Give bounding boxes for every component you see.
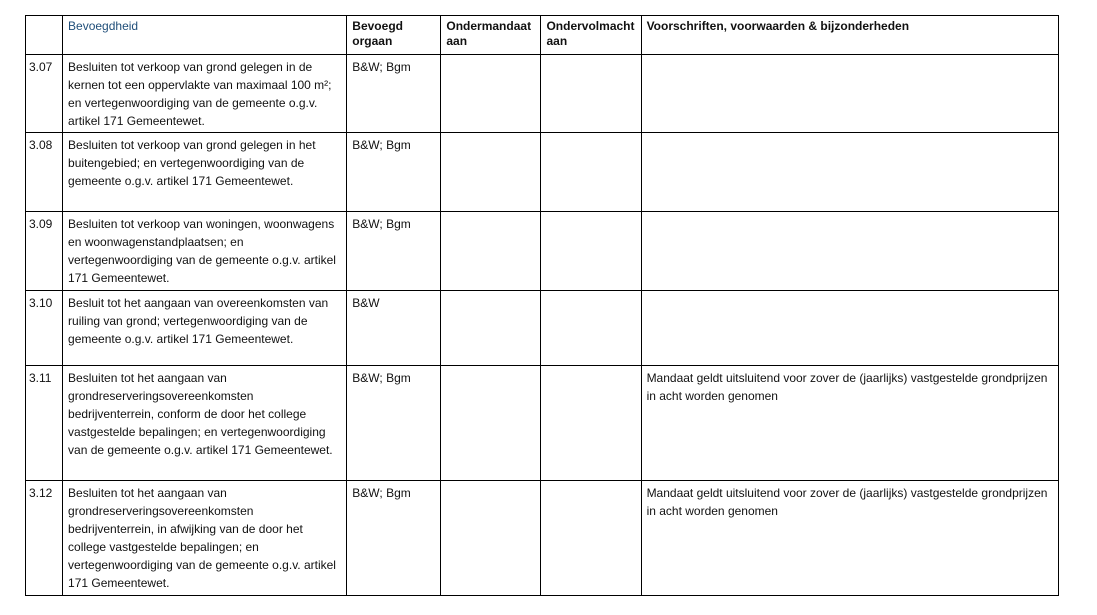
ondermandaat-cell bbox=[441, 366, 541, 481]
ondervolmacht-cell bbox=[541, 133, 641, 212]
table-row bbox=[26, 212, 1059, 291]
orgaan-cell: B&W; Bgm bbox=[347, 212, 441, 291]
header-voorschriften: Voorschriften, voorwaarden & bijzonderheden bbox=[641, 16, 1058, 55]
mandate-table bbox=[25, 15, 1059, 596]
ondermandaat-cell bbox=[441, 55, 541, 133]
ondervolmacht-cell bbox=[541, 481, 641, 596]
table-header-row bbox=[26, 16, 1059, 55]
header-bevoegd-orgaan: Bevoegd orgaan bbox=[347, 16, 441, 55]
voorschriften-cell: Mandaat geldt uitsluitend voor zover de (jaarlijks) vastgestelde grondprijzen in acht worden genomen bbox=[641, 366, 1058, 481]
ondervolmacht-cell bbox=[541, 366, 641, 481]
table-row bbox=[26, 55, 1059, 133]
header-ondermandaat: Ondermandaat aan bbox=[441, 16, 541, 55]
row-number: 3.10 bbox=[26, 291, 63, 366]
header-ondervolmacht: Ondervolmacht aan bbox=[541, 16, 641, 55]
mandate-document bbox=[25, 15, 1059, 596]
row-number: 3.11 bbox=[26, 366, 63, 481]
bevoegdheid-cell: Besluit tot het aangaan van overeenkomsten van ruiling van grond; vertegenwoordiging van de gemeente o.g.v. artikel 171 Gemeentewet. bbox=[63, 291, 347, 366]
ondermandaat-cell bbox=[441, 133, 541, 212]
header-bevoegdheid: Bevoegdheid bbox=[63, 16, 347, 55]
row-number: 3.07 bbox=[26, 55, 63, 133]
ondervolmacht-cell bbox=[541, 212, 641, 291]
table-row bbox=[26, 366, 1059, 481]
voorschriften-cell bbox=[641, 212, 1058, 291]
table-row bbox=[26, 291, 1059, 366]
voorschriften-cell bbox=[641, 133, 1058, 212]
ondervolmacht-cell bbox=[541, 55, 641, 133]
voorschriften-cell bbox=[641, 55, 1058, 133]
table-row bbox=[26, 481, 1059, 596]
bevoegdheid-cell: Besluiten tot verkoop van woningen, woonwagens en woonwagenstandplaatsen; en vertegenwoordiging van de gemeente o.g.v. artikel 171 Gemeentewet. bbox=[63, 212, 347, 291]
orgaan-cell: B&W; Bgm bbox=[347, 481, 441, 596]
ondervolmacht-cell bbox=[541, 291, 641, 366]
orgaan-cell: B&W; Bgm bbox=[347, 366, 441, 481]
bevoegdheid-cell: Besluiten tot verkoop van grond gelegen in de kernen tot een oppervlakte van maximaal 100 m²; en vertegenwoordiging van de gemeente o.g.v. artikel 171 Gemeentewet. bbox=[63, 55, 347, 133]
row-number: 3.08 bbox=[26, 133, 63, 212]
ondermandaat-cell bbox=[441, 291, 541, 366]
voorschriften-cell bbox=[641, 291, 1058, 366]
voorschriften-cell: Mandaat geldt uitsluitend voor zover de (jaarlijks) vastgestelde grondprijzen in acht worden genomen bbox=[641, 481, 1058, 596]
orgaan-cell: B&W bbox=[347, 291, 441, 366]
bevoegdheid-cell: Besluiten tot het aangaan van grondreserveringsovereenkomsten bedrijventerrein, conform de door het college vastgestelde bepalingen; en vertegenwoordiging van de gemeente o.g.v. artikel 171 Gemeentewet. bbox=[63, 366, 347, 481]
bevoegdheid-cell: Besluiten tot het aangaan van grondreserveringsovereenkomsten bedrijventerrein, in afwijking van de door het college vastgestelde bepalingen; en vertegenwoordiging van de gemeente o.g.v. artikel 171 Gemeentewet. bbox=[63, 481, 347, 596]
table-row bbox=[26, 133, 1059, 212]
ondermandaat-cell bbox=[441, 212, 541, 291]
orgaan-cell: B&W; Bgm bbox=[347, 133, 441, 212]
bevoegdheid-cell: Besluiten tot verkoop van grond gelegen in het buitengebied; en vertegenwoordiging van de gemeente o.g.v. artikel 171 Gemeentewet. bbox=[63, 133, 347, 212]
header-nr bbox=[26, 16, 63, 55]
row-number: 3.09 bbox=[26, 212, 63, 291]
ondermandaat-cell bbox=[441, 481, 541, 596]
orgaan-cell: B&W; Bgm bbox=[347, 55, 441, 133]
row-number: 3.12 bbox=[26, 481, 63, 596]
